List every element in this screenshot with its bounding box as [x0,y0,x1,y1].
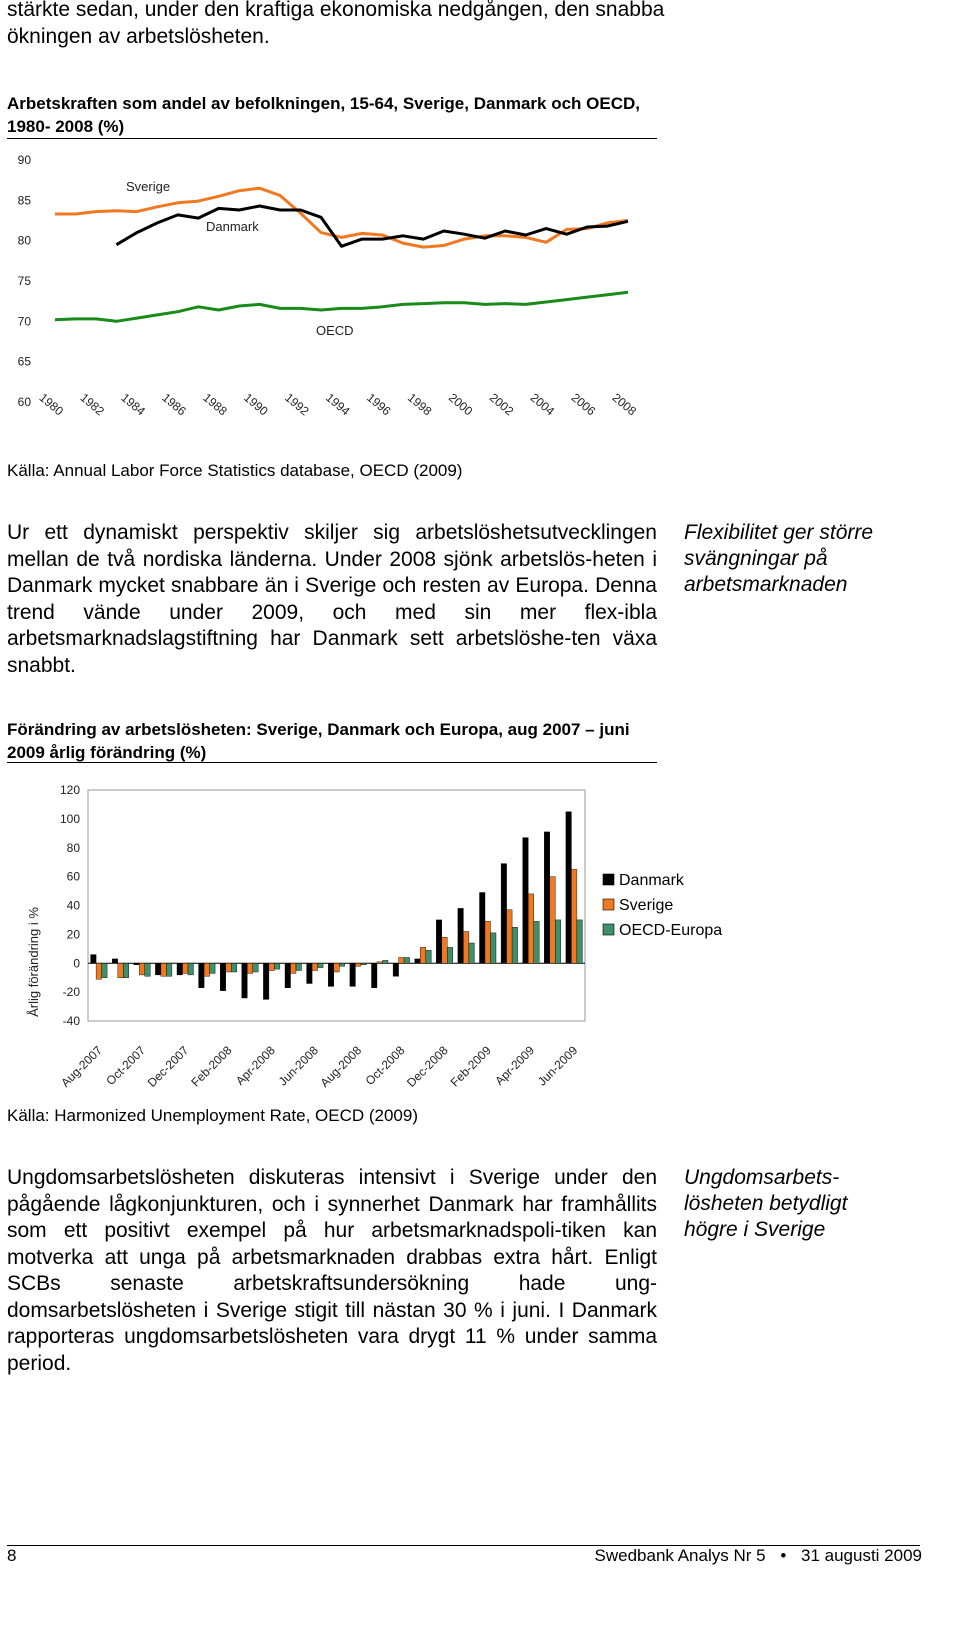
bar-oecd-europa-may-2008 [296,963,302,970]
bar-oecd-europa-apr-2008 [274,963,280,969]
x-tick-label: Jun-2009 [535,1043,581,1089]
bar-sverige-jun-2009 [571,869,577,963]
y-tick-label: 20 [66,927,80,942]
bar-oecd-europa-mar-2008 [253,963,258,972]
bar-sverige-mar-2009 [507,910,512,963]
bar-danmark-feb-2008 [220,963,226,990]
chart1-title: Arbetskraften som andel av befolkningen, 15-64, Sverige, Danmark och OECD, 1980- 2008 (%) [7,94,640,136]
bar-oecd-europa-sep-2008 [383,960,389,963]
bar-oecd-europa-mar-2009 [512,927,518,963]
bar-sverige-jun-2008 [312,963,318,970]
bar-oecd-europa-aug-2008 [361,963,367,964]
x-tick-label: 1996 [364,390,394,419]
x-tick-label: Aug-2007 [58,1043,105,1090]
footer-bullet: • [780,1546,787,1565]
paragraph-flexibility: Ur ett dynamiskt perspektiv skiljer sig arbetslöshetsutvecklingen mellan de två nordiska länderna. Under 2008 sjönk arbetslös-heten i Danmark mycket snabbare än i Sverige och resten av Europa. Denna trend vände under 2009, och med sin mer flex-ibla arbetsmarknadslagstiftning har Danmark sett arbetslöshe-ten växa snabbt. [7,521,657,677]
legend-swatch-danmark [603,874,614,885]
bar-sverige-oct-2008 [399,958,405,964]
bar-danmark-aug-2008 [350,963,356,986]
x-tick-label: 2000 [445,390,476,419]
bar-sverige-may-2009 [550,877,556,964]
paragraph-youth-unemployment: Ungdomsarbetslösheten diskuteras intensivt i Sverige under den pågående lågkonjunkturen, och i synnerhet Danmark har framhållits som ett positivt exempel på hur arbetsmarknadspoli-tiken kan motverka att unga på arbetsmarknaden drabbas extra hårt. Enligt SCBs senaste arbetskraftsundersökning hade ung-domsarbetslösheten i Sverige stigit till nästan 30 % i juni. I Danmark rapporteras ungdomsarbetslösheten vara drygt 11 % under samma period. [7,1166,657,1375]
bar-danmark-sep-2007 [112,959,118,963]
chart2-title-rule [7,762,657,763]
y-tick-label: 60 [17,395,31,409]
bar-danmark-sep-2008 [372,963,378,988]
bar-sverige-may-2008 [291,963,297,973]
annotation-oecd: OECD [316,323,354,338]
bar-oecd-europa-may-2009 [555,920,561,963]
bar-danmark-jan-2008 [199,963,205,988]
y-tick-label: 80 [17,233,31,248]
y-tick-label: 80 [66,840,80,855]
bar-danmark-mar-2009 [501,864,507,964]
bar-oecd-europa-nov-2008 [426,950,432,963]
y-tick-label: 100 [59,811,80,826]
side-note-flexibility: Flexibilitet ger större svängningar på arbetsmarknaden [684,521,874,596]
bar-oecd-europa-feb-2009 [491,933,497,963]
bar-danmark-mar-2008 [242,963,248,998]
bar-oecd-europa-jan-2008 [210,963,216,973]
bar-oecd-europa-apr-2009 [534,921,540,963]
bar-sverige-apr-2008 [269,963,275,970]
chart1-source: Källa: Annual Labor Force Statistics database, OECD (2009) [7,461,463,480]
bar-danmark-may-2009 [544,832,550,963]
x-tick-label: Feb-2008 [188,1043,235,1090]
legend-swatch-sverige [603,899,614,910]
bar-oecd-europa-jul-2008 [339,963,345,966]
bar-danmark-dec-2008 [436,920,442,963]
x-tick-label: 1992 [282,390,312,419]
bar-sverige-feb-2009 [485,921,491,963]
bar-danmark-dec-2007 [177,963,183,975]
x-tick-label: 1980 [36,390,67,419]
bar-sverige-dec-2008 [442,937,448,963]
x-tick-label: 1986 [159,390,189,419]
x-tick-label: Aug-2008 [317,1043,365,1090]
y-tick-label: 40 [66,898,80,913]
bar-oecd-europa-feb-2008 [231,963,237,972]
y-tick-label: -40 [62,1014,80,1028]
bar-sverige-apr-2009 [528,894,534,963]
annotation-danmark: Danmark [206,219,259,234]
bar-danmark-apr-2008 [263,963,269,999]
y-tick-label: 0 [73,956,80,971]
x-tick-label: 1984 [118,390,148,419]
x-tick-label: 2008 [609,390,640,419]
x-tick-label: 2006 [568,390,599,419]
bar-oecd-europa-dec-2008 [447,947,453,963]
x-tick-label: Apr-2009 [492,1043,538,1089]
bar-danmark-jul-2008 [328,963,334,986]
x-tick-label: 2002 [486,390,517,419]
legend-swatch-oecd-europa [603,924,614,935]
bar-sverige-feb-2008 [226,963,232,972]
chart2-source: Källa: Harmonized Unemployment Rate, OECD (2009) [7,1106,419,1125]
bar-danmark-nov-2007 [155,963,161,975]
side-note-youth: Ungdomsarbets-lösheten betydligt högre i Sverige [684,1166,848,1241]
bar-sverige-sep-2007 [118,963,124,977]
y-tick-label: 120 [59,783,80,797]
x-tick-label: 1988 [200,390,230,419]
x-tick-label: Oct-2007 [103,1043,149,1089]
bar-oecd-europa-dec-2007 [188,963,194,975]
bar-danmark-jun-2008 [307,963,313,983]
publication-name: Swedbank Analys Nr 5 [594,1546,766,1565]
x-tick-label: Jun-2008 [275,1043,322,1089]
bar-danmark-jan-2009 [458,908,464,963]
y-tick-label: -20 [62,985,80,1000]
x-tick-label: Dec-2008 [403,1043,451,1090]
x-tick-label: Apr-2008 [232,1043,278,1089]
bar-sverige-mar-2008 [247,963,253,973]
bar-oecd-europa-nov-2007 [166,963,172,976]
x-tick-label: Oct-2008 [362,1043,408,1089]
labor-force-line-chart [0,145,660,455]
intro-text: stärkte sedan, under den kraftiga ekonomiska nedgången, den snabba ökningen av arbetslösheten. [7,0,665,48]
bar-oecd-europa-jun-2008 [318,963,324,967]
bar-sverige-jan-2008 [204,963,210,976]
bar-danmark-aug-2007 [91,955,97,964]
bar-danmark-oct-2008 [393,963,399,976]
x-tick-label: 1982 [77,390,107,419]
bar-oecd-europa-sep-2007 [123,963,129,977]
series-line-sverige [55,188,628,247]
bar-sverige-sep-2008 [377,962,383,963]
bar-sverige-aug-2008 [355,963,361,966]
x-tick-label: 1994 [323,390,353,419]
unemployment-change-bar-chart [0,770,940,1100]
series-line-oecd [55,292,628,321]
publication-date: 31 augusti 2009 [801,1546,922,1565]
bar-danmark-nov-2008 [415,959,421,963]
bar-danmark-jun-2009 [566,812,572,964]
x-tick-label: Feb-2009 [447,1043,494,1090]
annotation-sverige: Sverige [126,179,171,194]
bar-danmark-may-2008 [285,963,291,988]
x-tick-label: Dec-2007 [144,1043,192,1090]
bar-danmark-feb-2009 [480,893,486,964]
bar-oecd-europa-oct-2007 [145,963,151,976]
plot-area [88,790,585,1021]
bar-sverige-jan-2009 [463,932,469,964]
y-tick-label: 75 [17,274,31,288]
y-axis-label: Årlig förändring i % [26,907,41,1017]
y-tick-label: 90 [17,153,31,167]
chart2-title: Förändring av arbetslösheten: Sverige, Danmark och Europa, aug 2007 – juni 2009 årlig förändring (%) [7,720,630,762]
bar-oecd-europa-oct-2008 [404,958,410,964]
bar-sverige-jul-2008 [334,963,340,972]
bar-oecd-europa-aug-2007 [102,963,108,977]
y-tick-label: 65 [17,354,31,369]
bar-danmark-apr-2009 [523,838,529,964]
chart1-title-rule [7,138,657,139]
y-tick-label: 60 [66,869,80,884]
footer-publication [595,1546,922,1566]
y-tick-label: 85 [17,193,31,208]
bar-sverige-dec-2007 [183,963,189,973]
bar-sverige-aug-2007 [96,963,102,979]
bar-danmark-oct-2007 [134,963,140,964]
x-tick-label: 1990 [241,390,271,419]
bar-oecd-europa-jun-2009 [577,920,583,963]
x-tick-label: 2004 [527,390,558,419]
legend-label-oecd-europa: OECD-Europa [619,922,723,939]
y-tick-label: 70 [17,314,31,329]
bar-sverige-nov-2007 [161,963,167,976]
legend-label-danmark: Danmark [619,872,684,889]
bar-sverige-oct-2007 [139,963,145,975]
x-tick-label: 1998 [404,390,435,419]
bar-oecd-europa-jan-2009 [469,943,475,963]
bar-sverige-nov-2008 [420,947,426,963]
page-number: 8 [7,1546,17,1565]
legend-label-sverige: Sverige [619,897,674,914]
